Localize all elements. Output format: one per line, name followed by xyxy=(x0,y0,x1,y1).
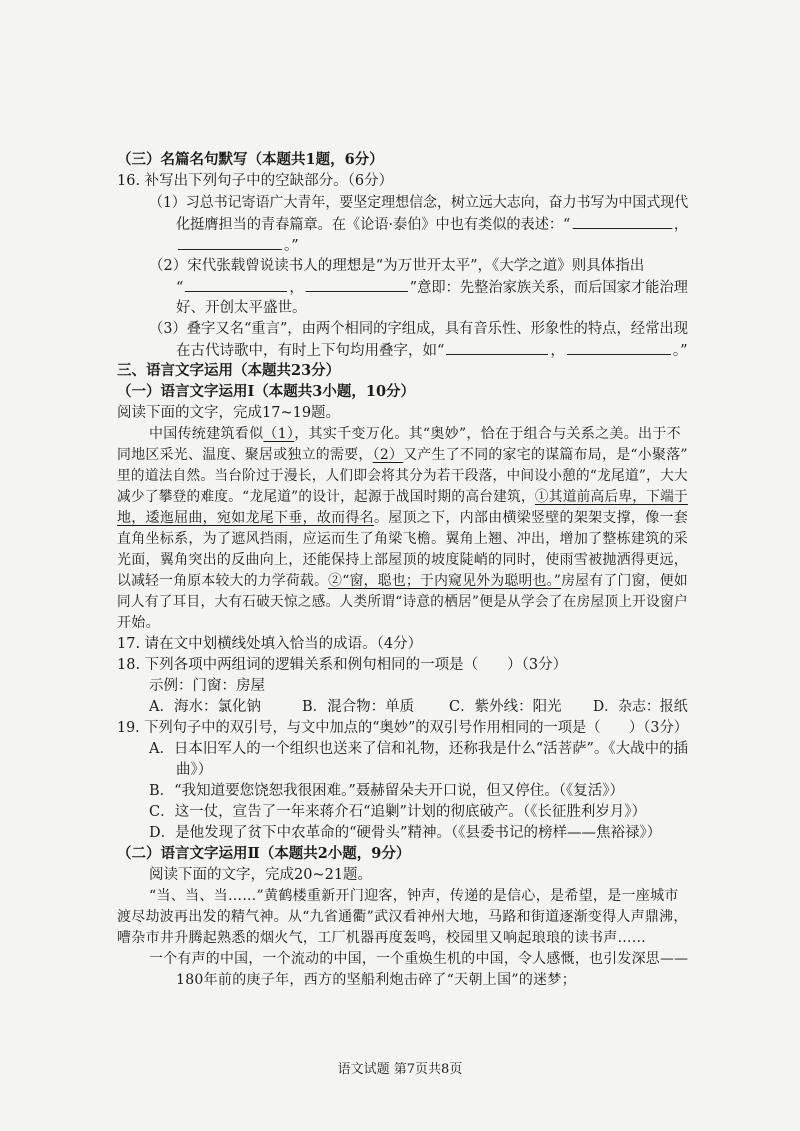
passage-text: 同地区采光、温度、聚居或独立的需要， xyxy=(117,447,373,463)
q18-stem: 18. 下列各项中两组词的逻辑关系和例句相同的一项是（ ）（3分） xyxy=(117,657,568,673)
subsection-2-intro: 阅读下面的文字，完成20~21题。 xyxy=(149,867,373,883)
q16-p2-line2-text: ”意即：先整治家族关系，而后国家才能治理 xyxy=(409,280,688,296)
passage-text: 减少了攀登的难度。“龙尾道”的设计，起源于战国时期的高台建筑， xyxy=(117,489,535,505)
q16-p2-line3: 好、开创太平盛世。 xyxy=(176,300,307,316)
q18-option-a[interactable]: A．海水：氯化钠 xyxy=(149,699,261,715)
passage1-line: 直角坐标系，为了遮风挡雨，应运而生了角梁飞檐。翼角上翘、冲出，增加了整栋建筑的采 xyxy=(117,531,689,547)
passage1-line xyxy=(117,571,688,591)
punct: ， xyxy=(289,280,304,296)
q16-p2-line1: （2）宋代张载曾说读书人的理想是“为万世开太平”，《大学之道》则具体指出 xyxy=(149,258,645,274)
punct: 。” xyxy=(672,343,688,359)
passage1-line: 开始。 xyxy=(117,615,160,631)
q19-stem: 19. 下列句子中的双引号，与文中加点的“奥妙”的双引号作用相同的一项是（ ）（3分） xyxy=(117,720,688,736)
q16-p3-line1: （3）叠字又名“重言”，由两个相同的字组成，具有音乐性、形象性的特点，经常出现 xyxy=(149,321,689,337)
q16-p3-line2 xyxy=(176,340,688,361)
part-3-header: 三、语言文字运用（本题共23分） xyxy=(117,362,341,379)
punct: 。” xyxy=(284,238,299,254)
answer-blank[interactable] xyxy=(185,277,287,292)
punct: ， xyxy=(673,217,689,233)
q17: 17. 请在文中划横线处填入恰当的成语。（4分） xyxy=(117,636,423,652)
passage1-line: 光面，翼角突出的反曲向上，还能保持上部屋顶的坡度陡峭的同时，使雨雪被抛洒得更远， xyxy=(117,552,689,568)
passage1-line: 同人有了耳目，大有石破天惊之感。人类所谓“诗意的栖居”便是从学会了在房屋顶上开设窗户 xyxy=(117,594,688,610)
passage1-line xyxy=(149,424,681,444)
passage2-line: 一个有声的中国，一个流动的中国，一个重焕生机的中国，令人感慨，也引发深思—— xyxy=(149,951,689,967)
passage1-line: 里的道法自然。当台阶过于漫长，人们即会将其分为若干段落，中间设小憩的“龙尾道”，大大 xyxy=(117,468,688,484)
passage-text: 又产生了不同的家宅的谋篇布局，是“小聚落” xyxy=(403,447,688,463)
q16-p3-line2-text: 在古代诗歌中，有时上下句均用叠字，如“ xyxy=(176,343,445,359)
q16-p2-line2 xyxy=(176,277,688,298)
q18-option-b[interactable]: B．混合物：单质 xyxy=(302,699,415,715)
q18-example: 示例：门窗：房屋 xyxy=(149,678,265,694)
passage2-line: 渡尽劫波再出发的精气神。从“九省通衢”武汉看神州大地，马路和街道逐渐变得人声鼎沸， xyxy=(117,909,688,925)
q16-p1-line1: （1）习总书记寄语广大青年，要坚定理想信念，树立远大志向，奋力书写为中国式现代 xyxy=(149,195,689,211)
answer-blank[interactable] xyxy=(306,277,408,292)
answer-blank[interactable] xyxy=(572,214,672,229)
page-footer: 语文试题 第7页共8页 xyxy=(337,1062,463,1077)
q19-option-a-cont: 曲》） xyxy=(176,762,213,778)
passage-text: 以减轻一角原本较大的力学荷载。 xyxy=(117,573,329,589)
q19-option-c[interactable]: C．这一仗，宣告了一年来蒋介石“追剿”计划的彻底破产。（《长征胜利岁月》） xyxy=(149,804,647,820)
answer-blank[interactable] xyxy=(446,340,548,355)
passage-text: 中国传统建筑看似 xyxy=(149,426,264,442)
passage-text: 房屋有了门窗，便如 xyxy=(561,573,688,589)
blank-2: （2） xyxy=(372,447,404,463)
underlined-sentence-2: ②“窗，聪也；于内窥见外为聪明也。” xyxy=(328,573,562,589)
passage2-line: “当、当、当……”黄鹤楼重新开门迎客，钟声，传递的是信心，是希望，是一座城市 xyxy=(149,888,679,904)
passage2-line: 嘈杂市井升腾起熟悉的烟火气，工厂机器再度轰鸣，校园里又响起琅琅的读书声…… xyxy=(117,930,647,946)
punct: ， xyxy=(550,343,565,359)
answer-blank[interactable] xyxy=(178,235,282,250)
passage1-line xyxy=(117,508,688,528)
q19-option-d[interactable]: D．是他发现了贫下中农革命的“硬骨头”精神。（《县委书记的榜样——焦裕禄》） xyxy=(149,825,662,841)
punct: “ xyxy=(176,280,184,296)
underlined-sentence-1-cont: 地，逶迤屈曲，宛如龙尾下垂，故而得名 xyxy=(117,510,374,526)
answer-blank[interactable] xyxy=(567,340,671,355)
subsection-1-header: （一）语言文字运用Ⅰ（本题共3小题，10分） xyxy=(117,383,416,400)
q18-option-c[interactable]: C．紫外线：阳光 xyxy=(449,699,562,715)
passage2-line: 180年前的庚子年，西方的坚船利炮击碎了“天朝上国”的迷梦； xyxy=(176,972,577,988)
passage-text: 。屋顶之下，内部由横梁竖壁的架架支撑，像一套 xyxy=(373,510,689,526)
q16-p1-line2-text: 化挺膺担当的青春篇章。在《论语·泰伯》中也有类似的表述：“ xyxy=(176,217,571,233)
blank-1: （1） xyxy=(263,426,295,442)
passage1-line xyxy=(117,445,688,465)
subsection-1-intro: 阅读下面的文字，完成17~19题。 xyxy=(117,405,341,421)
q19-option-a[interactable]: A．日本旧军人的一个组织也送来了信和礼物，还称我是什么“活菩萨”。《大战中的插 xyxy=(149,741,689,757)
subsection-2-header: （二）语言文字运用Ⅱ（本题共2小题，9分） xyxy=(117,845,411,862)
q18-option-d[interactable]: D．杂志：报纸 xyxy=(593,699,688,715)
underlined-sentence-1: ①其道前高后卑，下端于 xyxy=(534,489,688,505)
q19-option-b[interactable]: B．“我知道要您饶恕我很困难。”聂赫留朵夫开口说，但又停住。（《复活》） xyxy=(149,783,624,799)
passage-text: ，其实千变万化。其“奥妙”，恰在于组合与关系之美。出于不 xyxy=(294,426,681,442)
q16-stem: 16. 补写出下列句子中的空缺部分。（6分） xyxy=(117,173,394,189)
q16-p1-line2 xyxy=(176,214,688,235)
passage1-line xyxy=(117,487,688,507)
q16-p1-line3 xyxy=(176,235,299,256)
section-3-header: （三）名篇名句默写（本题共1题，6分） xyxy=(117,151,384,168)
